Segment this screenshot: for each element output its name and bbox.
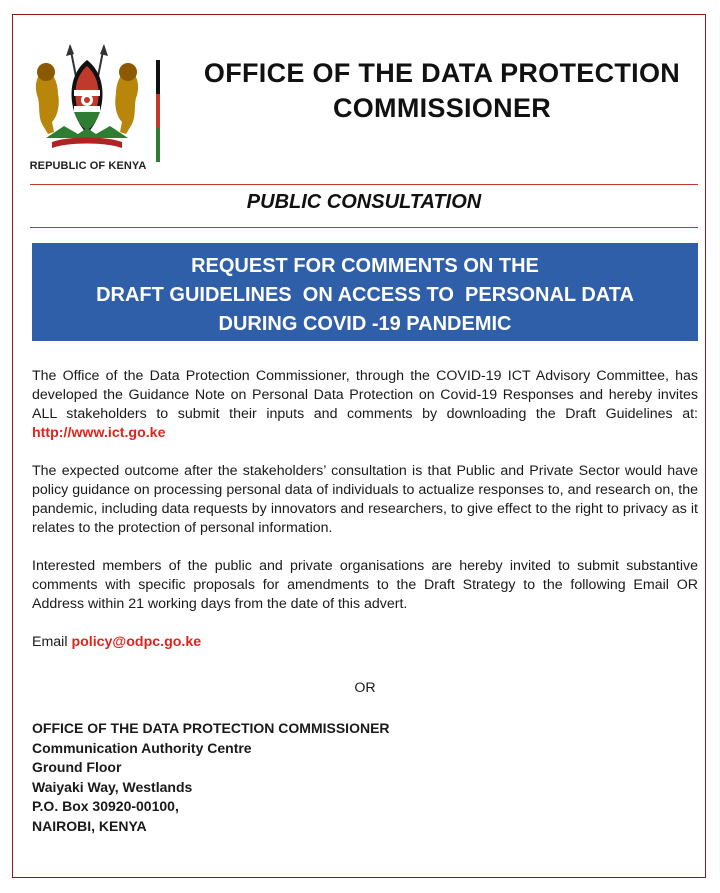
banner-line3: DURING COVID -19 PANDEMIC xyxy=(218,313,512,335)
notice-body xyxy=(32,367,698,836)
address-line1: OFFICE OF THE DATA PROTECTION COMMISSIONER xyxy=(32,720,390,736)
address-line4: Waiyaki Way, Westlands xyxy=(32,778,193,795)
postal-address xyxy=(32,719,698,836)
ict-website-link[interactable]: http://www.ict.go.ke xyxy=(32,425,166,441)
address-line5: P.O. Box 30920-00100, xyxy=(32,798,179,814)
email-label: Email xyxy=(32,634,68,650)
email-link[interactable]: policy@odpc.go.ke xyxy=(71,634,202,650)
request-banner xyxy=(32,243,698,341)
consultation-heading: PUBLIC CONSULTATION xyxy=(246,191,482,213)
divider-bottom xyxy=(30,227,698,228)
paragraph-intro xyxy=(32,367,698,443)
office-title-line1: OFFICE OF THE DATA PROTECTION xyxy=(203,58,681,88)
email-line xyxy=(32,633,698,652)
divider-top xyxy=(30,184,698,185)
kenya-flag-bar xyxy=(156,60,160,162)
paragraph-intro-text: The Office of the Data Protection Commissioner, through the COVID-19 ICT Advisory Committee, has developed the Guidance Note on Personal Data Protection on Covid-19 Responses and hereby invites ALL stakeholders to submit their inputs and comments by downloading the Draft Guidelines at: xyxy=(32,368,698,422)
banner-line2: DRAFT GUIDELINES ON ACCESS TO PERSONAL DATA xyxy=(96,284,634,306)
address-line2: Communication Authority Centre xyxy=(32,739,252,756)
office-title-line2: COMMISSIONER xyxy=(332,93,552,123)
header xyxy=(22,38,698,178)
address-line6: NAIROBI, KENYA xyxy=(32,817,147,834)
kenya-coat-of-arms-icon xyxy=(28,42,146,154)
office-title xyxy=(186,56,698,126)
paragraph-invitation: Interested members of the public and private organisations are hereby invited to submit substantive comments with specific proposals for amendments to the Draft Strategy to the following Email OR Address within 21 working days from the date of this advert. xyxy=(32,558,698,612)
coat-of-arms-caption: REPUBLIC OF KENYA xyxy=(29,160,147,172)
paragraph-outcome: The expected outcome after the stakeholders’ consultation is that Public and Private Sector would have policy guidance on processing personal data of individuals to actualize responses to, and research on, the pandemic, including data requests by innovators and researchers, to give effect to the right to privacy as it relates to the protection of personal information. xyxy=(32,463,698,536)
banner-line1: REQUEST FOR COMMENTS ON THE xyxy=(191,255,539,277)
or-separator: OR xyxy=(354,680,376,696)
address-line3: Ground Floor xyxy=(32,759,122,775)
